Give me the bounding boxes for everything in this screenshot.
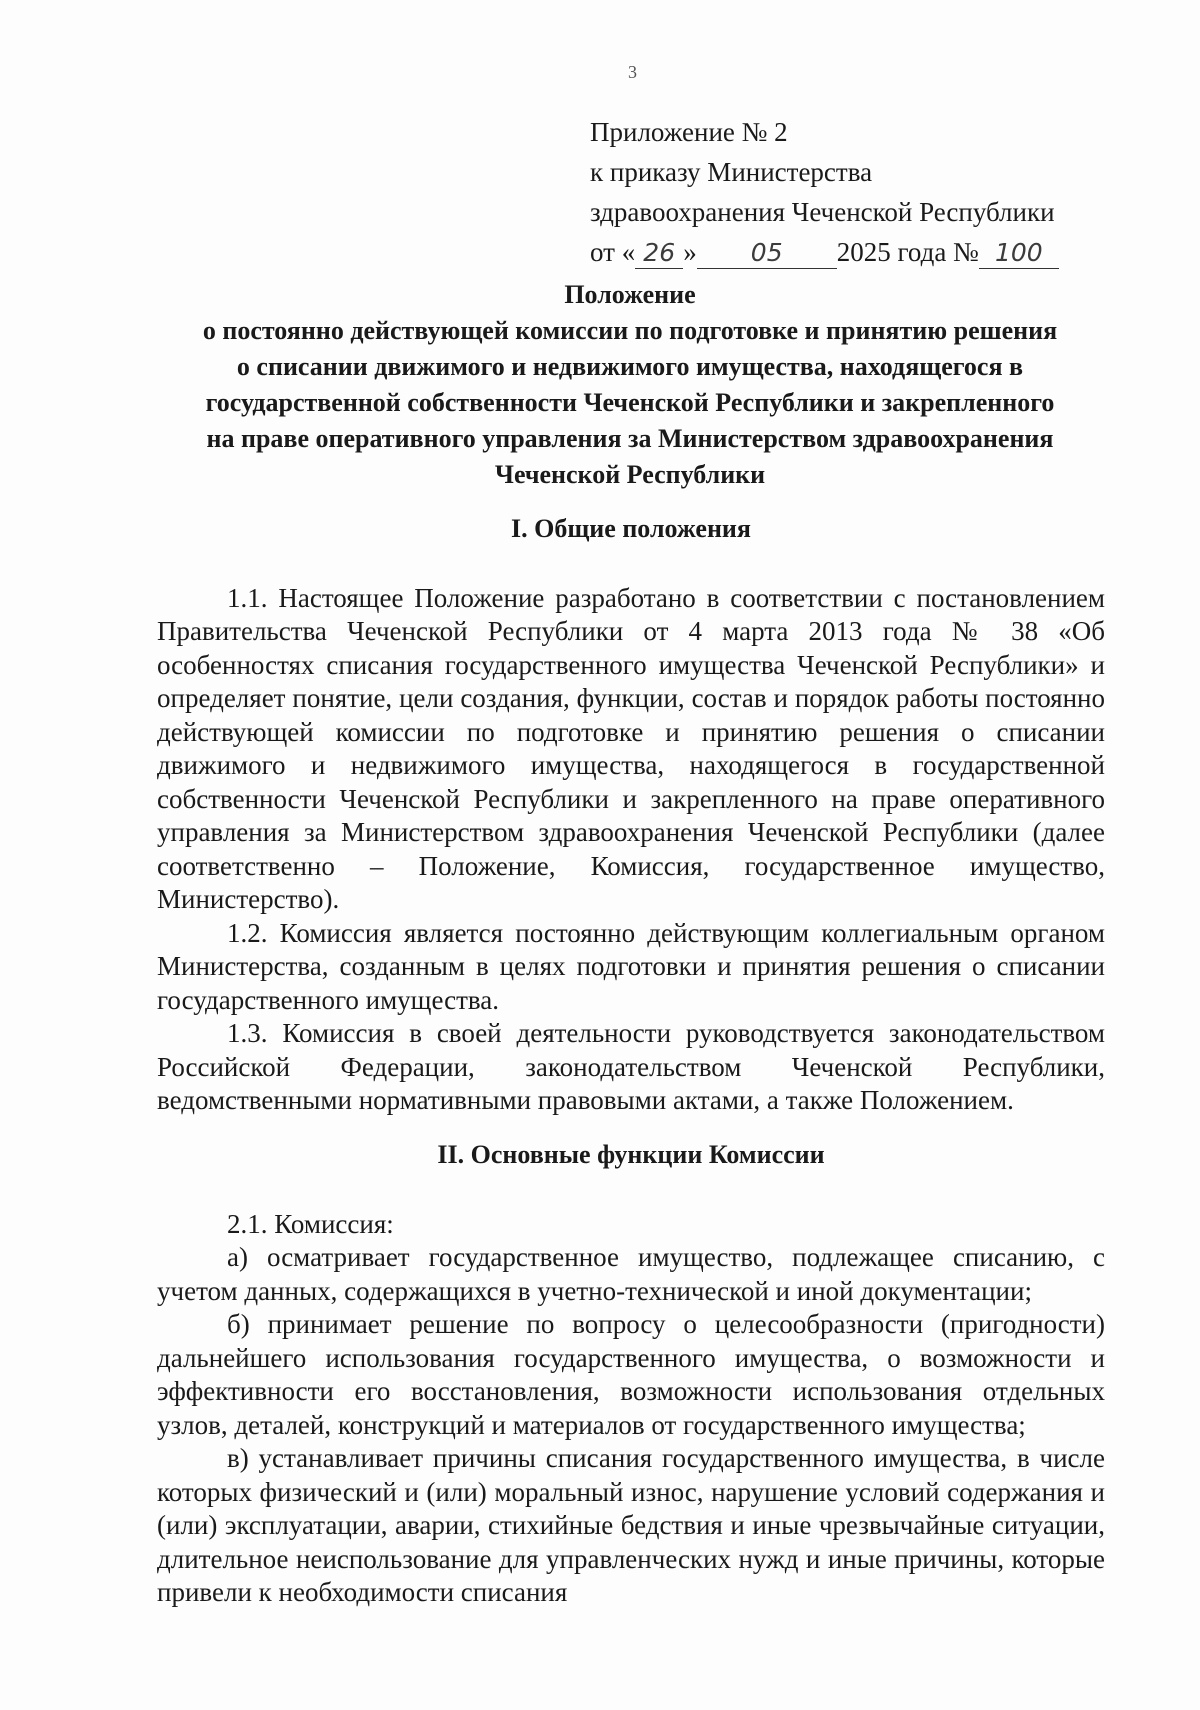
appendix-order-ref: к приказу Министерства xyxy=(590,157,873,187)
title-line: государственной собственности Чеченской Республики и закрепленного xyxy=(205,388,1055,417)
date-mid: » xyxy=(683,237,697,267)
date-prefix: от « xyxy=(590,237,636,267)
title-line: на праве оперативного управления за Министерством здравоохранения xyxy=(206,424,1054,453)
section-1 xyxy=(157,512,1105,1118)
paragraph-2-1-a: а) осматривает государственное имущество, подлежащее списанию, с учетом данных, содержащихся в учетно-технической и иной документации; xyxy=(157,1242,1105,1306)
section-2 xyxy=(157,1138,1105,1610)
paragraph-1-3: 1.3. Комиссия в своей деятельности руководствуется законодательством Российской Федерации, законодательством Чеченской Республики, ведомственными нормативными правовыми актами, а также Положением. xyxy=(157,1018,1105,1115)
document-title xyxy=(140,277,1120,493)
handwritten-order-number: 100 xyxy=(979,238,1059,269)
section-1-heading: I. Общие положения xyxy=(511,514,751,543)
title-line: Чеченской Республики xyxy=(494,460,766,489)
date-year: 2025 года № xyxy=(836,237,979,267)
section-2-heading: II. Основные функции Комиссии xyxy=(437,1140,825,1169)
title-line: Положение xyxy=(564,280,696,309)
appendix-ministry: здравоохранения Чеченской Республики xyxy=(590,197,1055,227)
title-line: о постоянно действующей комиссии по подготовке и принятию решения xyxy=(202,316,1058,345)
handwritten-month: 05 xyxy=(697,238,837,269)
title-line: о списании движимого и недвижимого имущества, находящегося в xyxy=(236,352,1024,381)
paragraph-2-1: 2.1. Комиссия: xyxy=(227,1208,394,1239)
handwritten-day: 26 xyxy=(635,238,683,269)
appendix-block xyxy=(590,112,1059,272)
paragraph-1-1: 1.1. Настоящее Положение разработано в соответствии с постановлением Правительства Чеченской Республики от 4 марта 2013 года № 38 «Об особенностях списания государственного имущества Чеченской Республики» и определяет понятие, цели создания, функции, состав и порядок работы постоянно действующей комиссии по подготовке и принятию решения о списании движимого и недвижимого имущества, находящегося в государственной собственности Чеченской Республики и закрепленного на праве оперативного управления за Министерством здравоохранения Чеченской Республики (далее соответственно – Положение, Комиссия, государственное имущество, Министерство). xyxy=(157,582,1105,914)
page-number: 3 xyxy=(628,62,637,82)
appendix-date-line xyxy=(590,232,1059,272)
paragraph-1-2: 1.2. Комиссия является постоянно действующим коллегиальным органом Министерства, созданным в целях подготовки и принятия решения о списании государственного имущества. xyxy=(157,917,1105,1015)
appendix-title: Приложение № 2 xyxy=(590,117,788,147)
paragraph-2-1-b: б) принимает решение по вопросу о целесообразности (пригодности) дальнейшего использования государственного имущества, о возможности и эффективности его восстановления, возможности использования отдельных узлов, деталей, конструкций и материалов от государственного имущества; xyxy=(157,1309,1105,1440)
paragraph-2-1-c: в) устанавливает причины списания государственного имущества, в числе которых физический и (или) моральный износ, нарушение условий содержания и (или) эксплуатации, аварии, стихийные бедствия и иные чрезвычайные ситуации, длительное неиспользование для управленческих нужд и иные причины, которые привели к необходимости списания xyxy=(157,1443,1105,1607)
